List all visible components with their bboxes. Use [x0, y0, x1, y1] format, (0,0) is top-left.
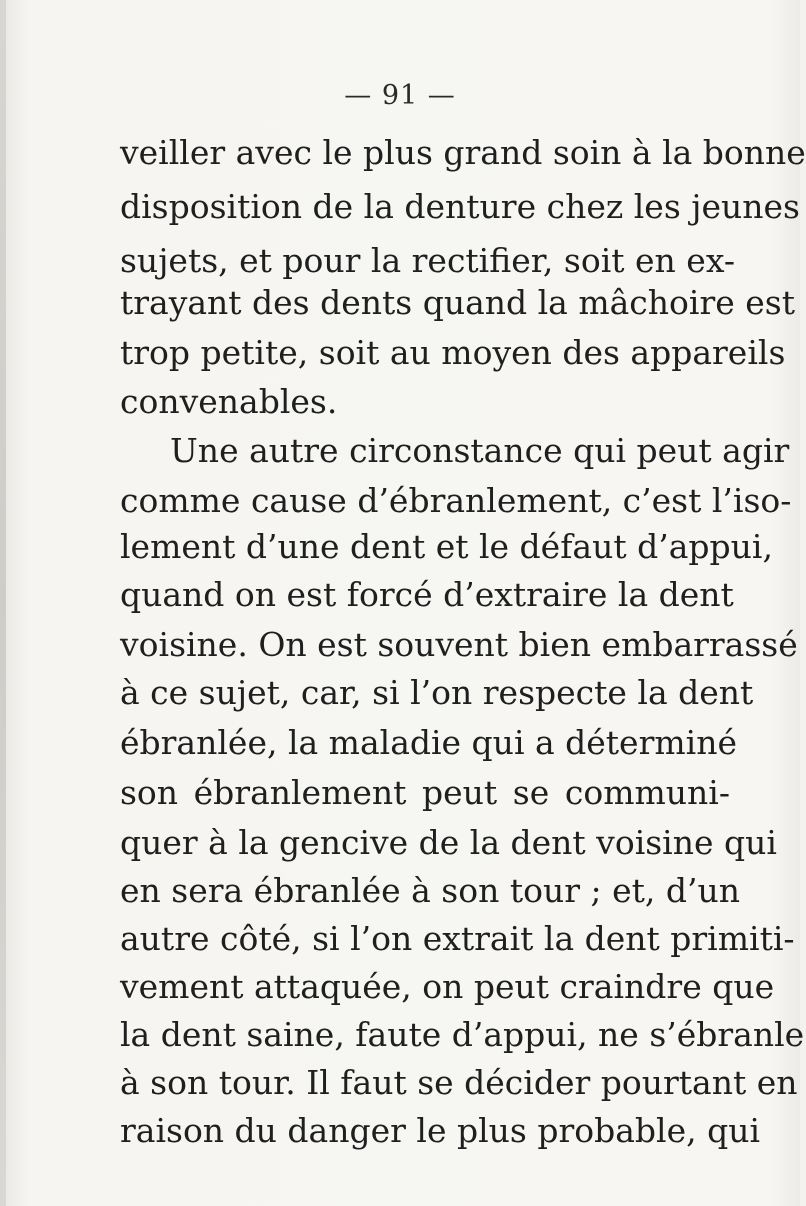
text-line: son ébranlement peut se communi-: [120, 773, 730, 812]
text-line: voisine. On est souvent bien embarrassé: [120, 625, 798, 664]
text-line: à son tour. Il faut se décider pourtant en: [120, 1063, 798, 1102]
text-line: disposition de la denture chez les jeunes: [120, 187, 800, 226]
text-line: veiller avec le plus grand soin à la bonne: [120, 133, 806, 172]
text-line: vement attaquée, on peut craindre que: [120, 967, 775, 1006]
text-line: ébranlée, la maladie qui a déterminé: [120, 723, 737, 762]
text-line: quand on est forcé d’extraire la dent: [120, 575, 734, 614]
text-line: trop petite, soit au moyen des appareils: [120, 333, 786, 372]
page-number: — 91 —: [344, 80, 456, 111]
text-line: à ce sujet, car, si l’on respecte la dent: [120, 673, 754, 712]
text-line: autre côté, si l’on extrait la dent primiti-: [120, 919, 795, 958]
text-line: sujets, et pour la rectifier, soit en ex-: [120, 241, 735, 280]
text-line: la dent saine, faute d’appui, ne s’ébranle: [120, 1015, 805, 1054]
text-line: comme cause d’ébranlement, c’est l’iso-: [120, 481, 792, 520]
text-line: convenables.: [120, 382, 338, 421]
paragraph-start-line: Une autre circonstance qui peut agir: [170, 431, 790, 470]
text-line: raison du danger le plus probable, qui: [120, 1111, 761, 1150]
text-line: trayant des dents quand la mâchoire est: [120, 283, 795, 322]
text-line: lement d’une dent et le défaut d’appui,: [120, 527, 773, 566]
text-line: en sera ébranlée à son tour ; et, d’un: [120, 871, 740, 910]
text-line: quer à la gencive de la dent voisine qui: [120, 823, 777, 862]
